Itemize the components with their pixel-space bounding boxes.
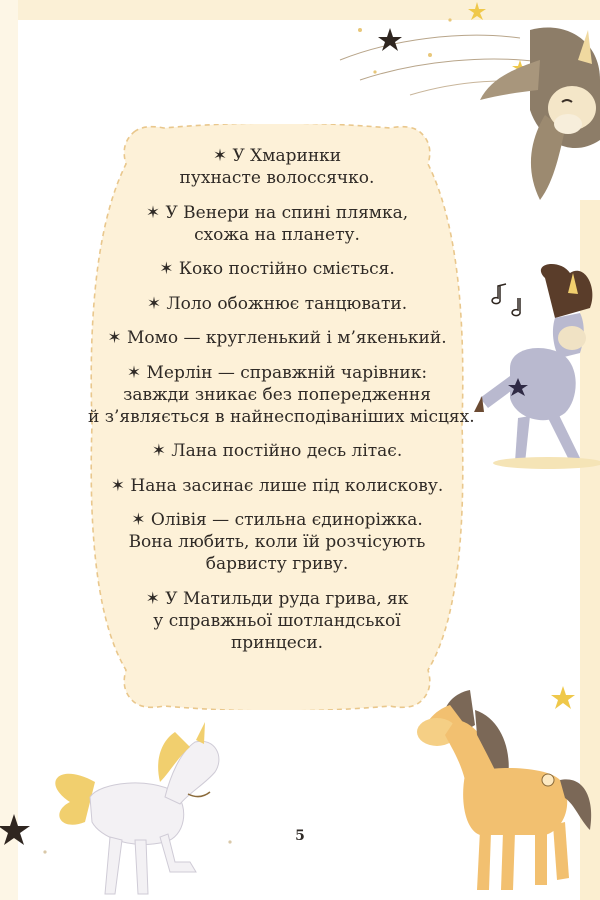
list-item-line: схожа на планету. — [194, 224, 360, 245]
list-item-line: ✶ Момо — кругленький і м’якенький. — [107, 328, 447, 348]
list-item-line: ✶ Коко постійно сміється. — [159, 259, 395, 279]
white-unicorn-illustration — [0, 722, 240, 900]
list-item-line: ✶ Нана засинає лише під колискову. — [110, 475, 444, 496]
gray-dancing-unicorn-illustration — [470, 258, 600, 488]
list-item-line: завжди зникає без попередження — [123, 384, 431, 405]
list-item — [88, 362, 475, 428]
list-item — [88, 258, 466, 280]
list-item-line: ✶ Лоло обожнює танцювати. — [146, 293, 408, 314]
list-item — [88, 293, 466, 315]
list-item — [88, 440, 466, 462]
list-item — [88, 202, 466, 246]
unicorn-facts-list — [88, 145, 475, 666]
list-item-line: ✶ У Венери на спині плямка, — [145, 202, 409, 223]
list-item-line: ✶ Лана постійно десь літає. — [151, 441, 403, 461]
list-item — [88, 145, 466, 189]
list-item-line: у справжньої шотландської — [153, 610, 401, 631]
list-item-line: пухнасте волоссячко. — [179, 168, 375, 188]
list-item-line: принцеси. — [230, 632, 324, 653]
list-item-line: ✶ Олівія — стильна єдиноріжка. — [131, 510, 423, 530]
list-item-line: ✶ У Матильди руда грива, як — [145, 588, 409, 609]
list-item-line: барвисту гриву. — [205, 554, 349, 574]
list-item-line: Вона любить, коли їй розчісують — [128, 532, 426, 552]
list-item — [88, 588, 466, 654]
list-item-line: ✶ Мерлін — справжній чарівник: — [126, 362, 428, 383]
list-item-line: ✶ У Хмаринки — [212, 146, 342, 166]
list-item — [88, 509, 466, 575]
yellow-pony-illustration — [395, 680, 600, 900]
page-number: 5 — [295, 828, 305, 844]
list-item — [88, 475, 466, 497]
unicorn-head-top-right-illustration — [470, 20, 600, 210]
list-item-line: й з’являється в найнесподіваніших місцях. — [88, 406, 475, 427]
list-item — [88, 327, 466, 349]
